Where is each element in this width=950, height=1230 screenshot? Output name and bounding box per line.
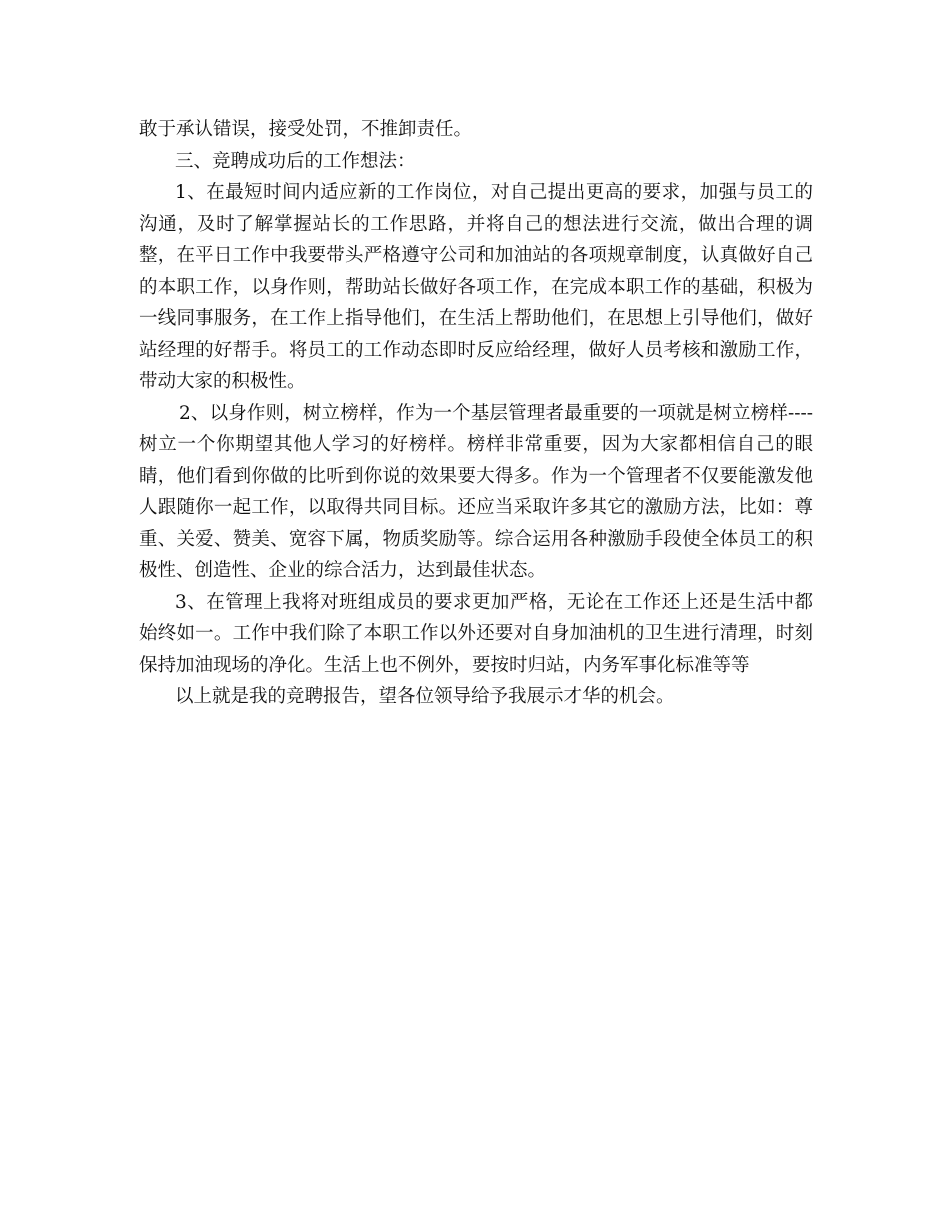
closing-paragraph: 以上就是我的竞聘报告，望各位领导给予我展示才华的机会。 (175, 686, 675, 707)
paragraph-item-3: 3、在管理上我将对班组成员的要求更加严格，无论在工作还上还是生活中都始终如一。工作中我们除了本职工作以外还要对自身加油机的卫生进行清理，时刻保持加油现场的净化。生活上也不例外，要按时归站，内务军事化标准等等 (139, 591, 813, 676)
section-heading: 三、竞聘成功后的工作想法： (175, 150, 416, 172)
paragraph-item-2: 2、以身作则，树立榜样，作为一个基层管理者最重要的一项就是树立榜样----树立一个你期望其他人学习的好榜样。榜样非常重要，因为大家都相信自己的眼睛，他们看到你做的比听到你说的效果要大得多。作为一个管理者不仅要能激发他人跟随你一起工作，以取得共同目标。还应当采取许多其它的激励方法，比如：尊重、关爱、赞美、宽容下属，物质奖励等。综合运用各种激励手段使全体员工的积极性、创造性、企业的综合活力，达到最佳状态。 (139, 402, 813, 581)
paragraph-continuation: 敢于承认错误，接受处罚，不推卸责任。 (139, 119, 473, 140)
document-body (139, 114, 813, 713)
paragraph-item-1: 1、在最短时间内适应新的工作岗位，对自己提出更高的要求，加强与员工的沟通，及时了解掌握站长的工作思路，并将自己的想法进行交流，做出合理的调整，在平日工作中我要带头严格遵守公司和加油站的各项规章制度，认真做好自己的本职工作，以身作则，帮助站长做好各项工作，在完成本职工作的基础，积极为一线同事服务，在工作上指导他们，在生活上帮助他们，在思想上引导他们，做好站经理的好帮手。将员工的工作动态即时反应给经理，做好人员考核和激励工作，带动大家的积极性。 (139, 182, 813, 392)
